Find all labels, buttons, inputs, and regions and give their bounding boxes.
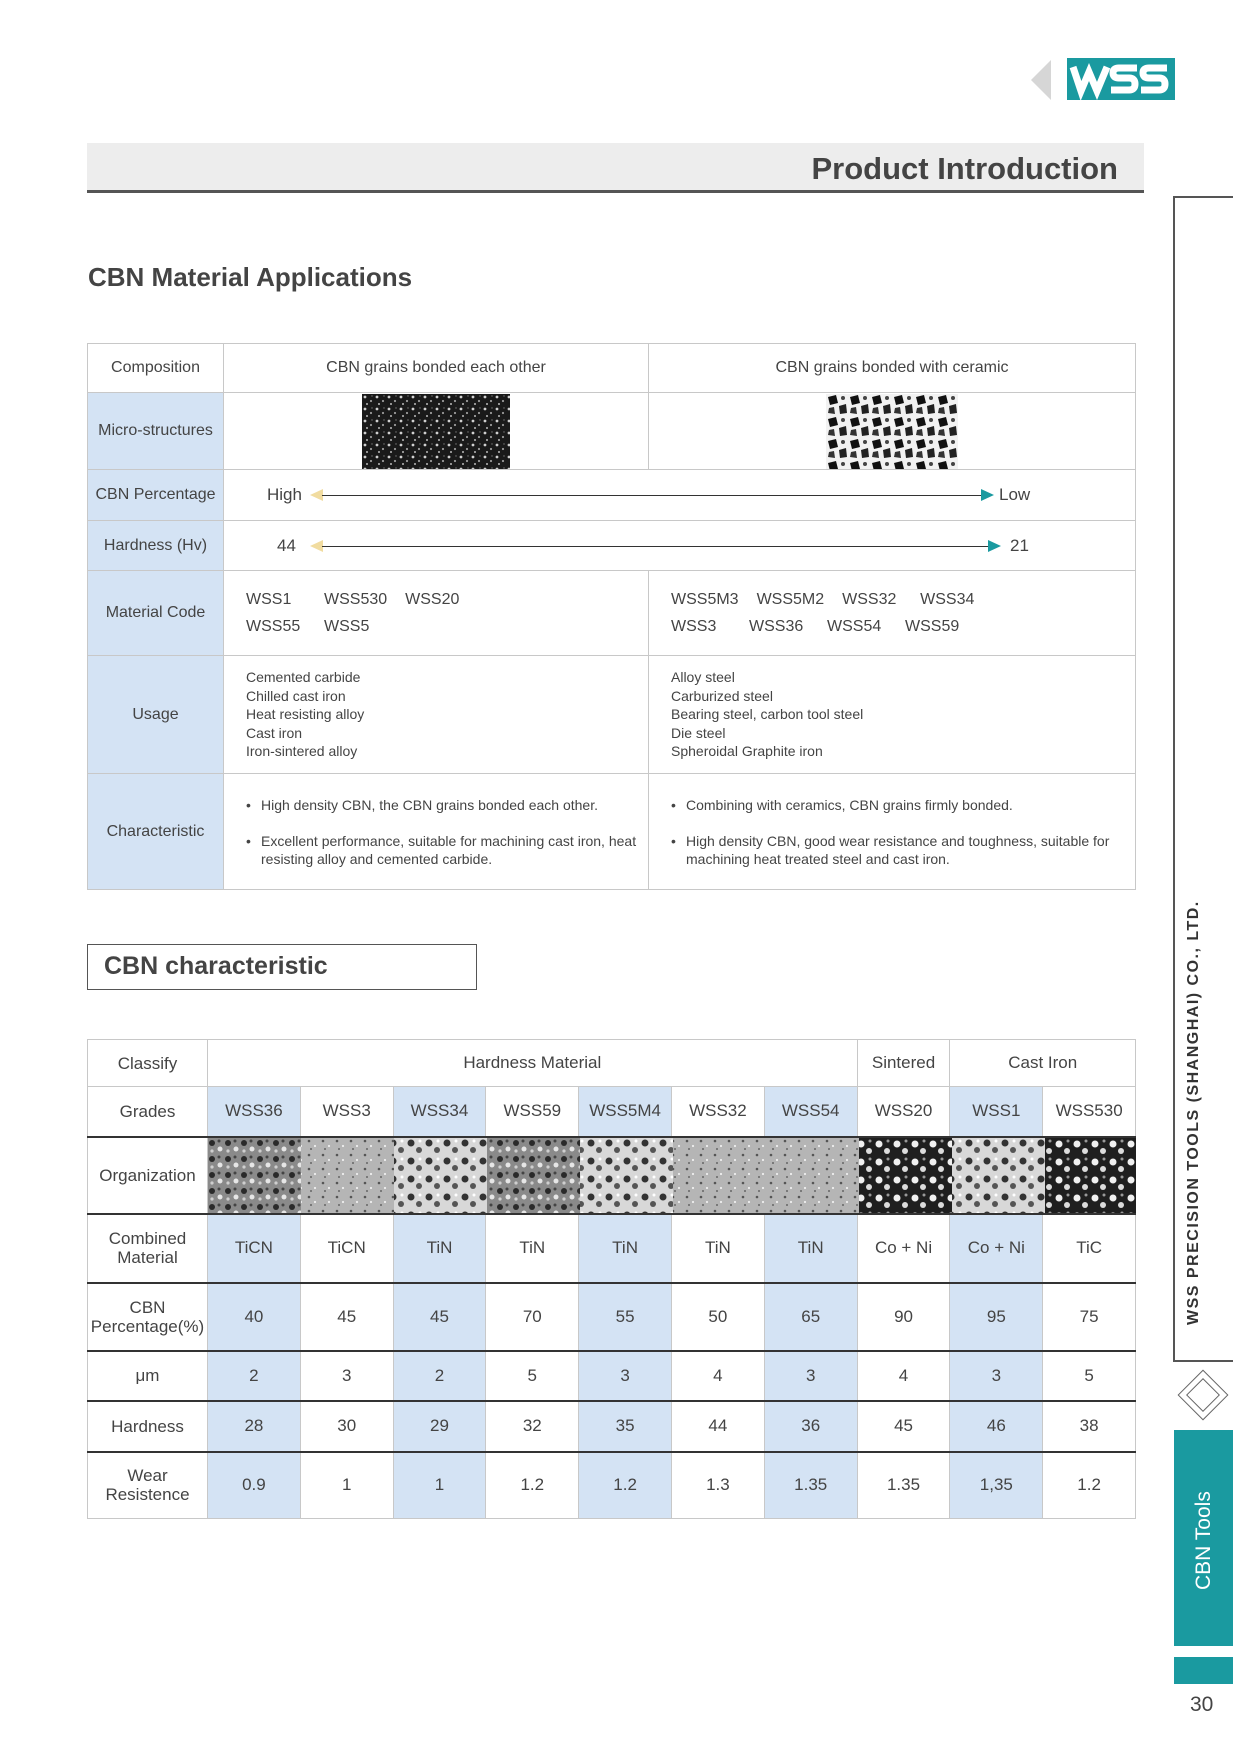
codes-col1	[224, 571, 649, 656]
wear-cell: 1.2	[1043, 1452, 1136, 1519]
grade-cell: WSS1	[950, 1087, 1043, 1137]
material-code: WSS1	[246, 591, 292, 608]
sidebar-tab-label: CBN Tools	[1192, 1491, 1215, 1590]
um-cell: 3	[300, 1351, 393, 1401]
hardness-cell: 29	[393, 1401, 486, 1452]
cbn-pct-cell: 45	[300, 1283, 393, 1351]
characteristic-item: • Combining with ceramics, CBN grains firmly bonded.	[671, 796, 1125, 814]
grade-cell: WSS54	[764, 1087, 857, 1137]
classify-label: Classify	[88, 1040, 208, 1087]
organization-row	[88, 1137, 1136, 1214]
cbn-pct-cell: 70	[486, 1283, 579, 1351]
cbn-pct-label: CBN Percentage	[88, 470, 224, 521]
hardness-cell: 36	[764, 1401, 857, 1452]
cbn-pct-cell: 90	[857, 1283, 950, 1351]
col2-header: CBN grains bonded with ceramic	[649, 344, 1136, 393]
wear-cell: 1.3	[671, 1452, 764, 1519]
cbn-pct-cell: 50	[671, 1283, 764, 1351]
usage-col2	[649, 656, 1136, 774]
cbn-pct-cell: 55	[579, 1283, 672, 1351]
logo-arrow-icon	[1031, 60, 1051, 100]
char-col2	[649, 774, 1136, 890]
usage-item: Heat resisting alloy	[246, 706, 365, 723]
combined-cell: TiN	[486, 1214, 579, 1283]
micro-row	[88, 393, 1136, 470]
material-code: WSS59	[905, 618, 960, 635]
hardness-high: 44	[277, 535, 296, 555]
um-cell: 5	[486, 1351, 579, 1401]
grade-cell: WSS5M4	[579, 1087, 672, 1137]
cbn-pct-arrow-cell	[224, 470, 1136, 521]
hardness-arrow-cell	[224, 521, 1136, 571]
sidebar-vertical-line	[1173, 196, 1175, 1361]
group-hardness-material: Hardness Material	[208, 1040, 858, 1087]
organization-micrograph-strip	[208, 1138, 1136, 1213]
organization-images-cell	[208, 1137, 1136, 1214]
usage-item: Cast iron	[246, 724, 303, 741]
grade-cell: WSS34	[393, 1087, 486, 1137]
applications-table	[87, 343, 1136, 890]
usage-item: Alloy steel	[671, 669, 735, 686]
wear-cell: 1	[300, 1452, 393, 1519]
cbn-pct-high: High	[267, 485, 302, 504]
wear-cell: 0.9	[208, 1452, 301, 1519]
sidebar-top-line	[1173, 196, 1233, 198]
combined-cell: TiN	[393, 1214, 486, 1283]
organization-label: Organization	[88, 1137, 208, 1214]
usage-row	[88, 656, 1136, 774]
codes-col1-line1	[246, 586, 648, 613]
cbn-pct-cell: 45	[393, 1283, 486, 1351]
hardness-cell: 44	[671, 1401, 764, 1452]
usage-item: Cemented carbide	[246, 669, 361, 686]
micro-label: Micro-structures	[88, 393, 224, 470]
wear-row	[88, 1452, 1136, 1519]
section-title-applications: CBN Material Applications	[88, 262, 413, 292]
combined-cell: TiN	[671, 1214, 764, 1283]
wear-cell: 1,35	[950, 1452, 1043, 1519]
arrow-line	[322, 546, 989, 547]
combined-cell: Co + Ni	[857, 1214, 950, 1283]
col1-header: CBN grains bonded each other	[224, 344, 649, 393]
microstructure-image-bonded	[362, 394, 510, 469]
cbn-pct-row	[88, 1283, 1136, 1351]
hardness-row	[88, 521, 1136, 571]
material-code: WSS530	[324, 591, 388, 608]
characteristic-label: Characteristic	[88, 774, 224, 890]
arrow-right-icon	[981, 489, 994, 501]
combined-label: Combined Material	[88, 1214, 208, 1283]
material-code: WSS34	[920, 591, 975, 608]
hardness-cell: 30	[300, 1401, 393, 1452]
combined-cell: TiN	[764, 1214, 857, 1283]
combined-cell: TiCN	[300, 1214, 393, 1283]
hardness-cell: 45	[857, 1401, 950, 1452]
hardness-label: Hardness (Hv)	[88, 521, 224, 571]
cbn-pct-cell: 75	[1043, 1283, 1136, 1351]
usage-item: Die steel	[671, 724, 726, 741]
um-cell: 2	[393, 1351, 486, 1401]
codes-col2-line1	[671, 586, 1135, 613]
grade-cell: WSS20	[857, 1087, 950, 1137]
hardness-cell: 28	[208, 1401, 301, 1452]
characteristic-item: • High density CBN, the CBN grains bonded each other.	[246, 796, 638, 814]
um-cell: 3	[764, 1351, 857, 1401]
cbn-pct-cell: 40	[208, 1283, 301, 1351]
cbn-pct-label: CBN Percentage(%)	[88, 1283, 208, 1351]
codes-col2-line2	[671, 613, 1135, 640]
um-cell: 4	[671, 1351, 764, 1401]
usage-label: Usage	[88, 656, 224, 774]
wear-cell: 1	[393, 1452, 486, 1519]
usage-item: Carburized steel	[671, 687, 773, 704]
usage-item: Iron-sintered alloy	[246, 743, 358, 760]
microstructure-image-ceramic	[826, 394, 958, 469]
group-cast-iron: Cast Iron	[950, 1040, 1136, 1087]
combined-cell: Co + Ni	[950, 1214, 1043, 1283]
section-title-characteristic: CBN characteristic	[87, 944, 477, 990]
hardness-cell: 32	[486, 1401, 579, 1452]
grade-cell: WSS32	[671, 1087, 764, 1137]
group-sintered: Sintered	[857, 1040, 950, 1087]
wear-cell: 1.2	[486, 1452, 579, 1519]
usage-item: Bearing steel, carbon tool steel	[671, 706, 864, 723]
material-code: WSS5M3	[671, 591, 739, 608]
cbn-pct-cell: 65	[764, 1283, 857, 1351]
material-code: WSS32	[842, 591, 897, 608]
page-number: 30	[1190, 1693, 1214, 1716]
um-cell: 3	[579, 1351, 672, 1401]
material-code-label: Material Code	[88, 571, 224, 656]
wear-label: Wear Resistence	[88, 1452, 208, 1519]
arrow-right-icon	[988, 540, 1001, 552]
page-title: Product Introduction	[811, 151, 1118, 186]
combined-row	[88, 1214, 1136, 1283]
um-cell: 3	[950, 1351, 1043, 1401]
wss-logo	[1067, 58, 1175, 100]
usage-item: Chilled cast iron	[246, 687, 346, 704]
micro-image-col1-cell	[224, 393, 649, 470]
grades-row	[88, 1087, 1136, 1137]
characteristic-table	[87, 1039, 1136, 1519]
hardness-cell: 38	[1043, 1401, 1136, 1452]
sidebar-bottom-line	[1173, 1360, 1233, 1362]
hardness-label: Hardness	[88, 1401, 208, 1452]
characteristic-item: • Excellent performance, suitable for machining cast iron, heat resisting alloy and cemented carbide.	[246, 832, 638, 868]
usage-col1	[224, 656, 649, 774]
usage-item: Spheroidal Graphite iron	[671, 743, 823, 760]
sidebar-accent-bar	[1174, 1657, 1233, 1684]
cbn-pct-row	[88, 470, 1136, 521]
grade-cell: WSS3	[300, 1087, 393, 1137]
micro-image-col2-cell	[649, 393, 1136, 470]
header-bar	[87, 143, 1144, 193]
hardness-cell: 46	[950, 1401, 1043, 1452]
combined-cell: TiCN	[208, 1214, 301, 1283]
material-code: WSS3	[671, 618, 717, 635]
material-code: WSS5	[324, 618, 370, 635]
grade-cell: WSS530	[1043, 1087, 1136, 1137]
hardness-row	[88, 1401, 1136, 1452]
characteristic-item: • High density CBN, good wear resistance and toughness, suitable for machining heat treated steel and cast iron.	[671, 832, 1125, 868]
characteristic-row	[88, 774, 1136, 890]
composition-row	[88, 344, 1136, 393]
material-code: WSS5M2	[756, 591, 825, 608]
grade-cell: WSS59	[486, 1087, 579, 1137]
wear-cell: 1.35	[764, 1452, 857, 1519]
combined-cell: TiC	[1043, 1214, 1136, 1283]
combined-cell: TiN	[579, 1214, 672, 1283]
cbn-pct-cell: 95	[950, 1283, 1043, 1351]
um-row	[88, 1351, 1136, 1401]
material-code: WSS54	[827, 618, 882, 635]
um-label: μm	[88, 1351, 208, 1401]
grades-label: Grades	[88, 1087, 208, 1137]
hardness-cell: 35	[579, 1401, 672, 1452]
arrow-line	[322, 495, 982, 496]
um-cell: 2	[208, 1351, 301, 1401]
codes-col1-line2	[246, 613, 648, 640]
grade-cell: WSS36	[208, 1087, 301, 1137]
um-cell: 4	[857, 1351, 950, 1401]
material-code: WSS36	[749, 618, 804, 635]
material-code: WSS55	[246, 618, 301, 635]
cbn-pct-low: Low	[999, 485, 1031, 504]
wear-cell: 1.2	[579, 1452, 672, 1519]
material-code: WSS20	[405, 591, 460, 608]
um-cell: 5	[1043, 1351, 1136, 1401]
material-code-row	[88, 571, 1136, 656]
wear-cell: 1.35	[857, 1452, 950, 1519]
hardness-low: 21	[1010, 535, 1029, 555]
codes-col2	[649, 571, 1136, 656]
composition-label: Composition	[88, 344, 224, 393]
sidebar-company-name: WSS PRECISION TOOLS (SHANGHAI) CO., LTD.	[1185, 900, 1202, 1325]
char-col1	[224, 774, 649, 890]
classify-row	[88, 1040, 1136, 1087]
